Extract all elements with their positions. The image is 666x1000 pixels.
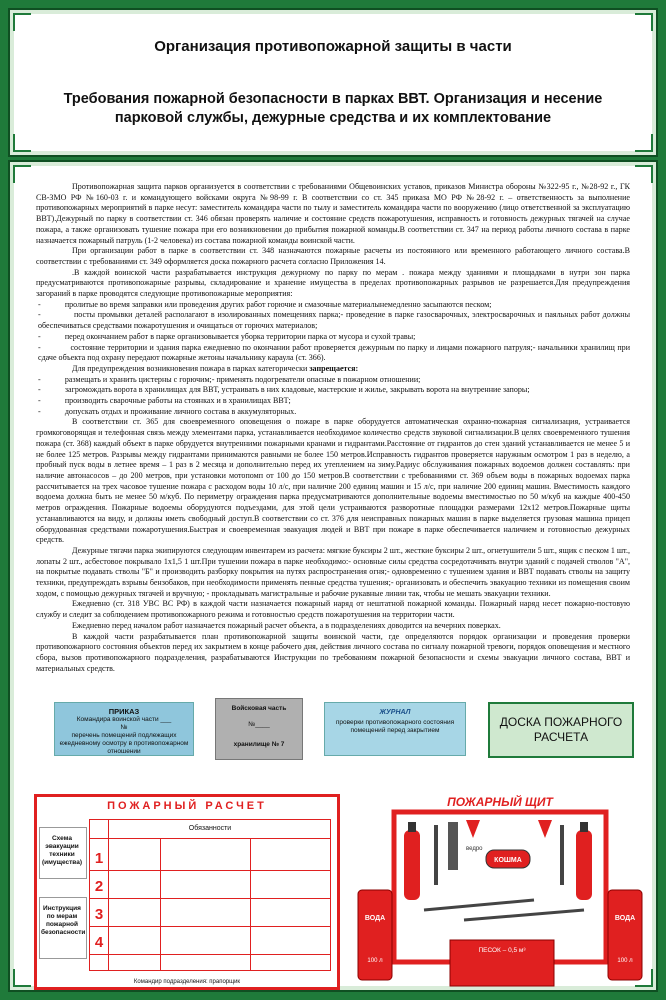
- bucket-label: ведро: [466, 846, 483, 852]
- frame-corner: [13, 165, 31, 183]
- paragraph: В соответствии ст. 365 для своевременного оповещения о пожаре в парке оборудуется автоматическая охранно-пожарная сигнализация, устраивается громкоговорящая и телефонная связь между элементами парка, устанавливается необходимое количество средств звуковой сигнализации.В целях своевременного тушения пожара (ст. 368) каждый объект в парке обрудуется внутренними пожарными кранами и гидрантами.Расстояние от гидрантов до стен зданий устанавливается не менее 5 и не более 125 метров. Разрывы между гидрантами принимаются равными не более 150 метров.Исправность гидрантов проверяется наружным осмотром 1 раз в неделю, а пробный пуск воды в летнее время – 1 раз в 2 месяца и дополнительно перед их утеплением на зиму.Радиус обслуживания пожарных водоемов должен составлять: при наличие автонасосов – до 200 метров, при установки мотопомп от 100 до 150 метров.В соответствии с требованиями ст. 369 объем воды в пожарных водоемах парка рассчитывается на трех часовое тушение пожара с расходом воды 10 л/с, при наличие 200 единиц машин и 15 л/с, при наличие 200 единиц машин. Вместимость каждого водоема должна быть не менее 50 м/куб. По периметру ограждения парка предусматриваются дополнительные водоемы вместимостью по 50 м/куб на каждые 400-450 метров ограждения. Пожарные водоемы оборудуются подъездами, для этой цели устраиваются разворотные площадки размерами 12х12 метров.Пожарные щиты устанавливаются на виду, и должны иметь свободный доступ.В соответствии со ст. 376 для неисправных пожарных машин в парке выделяется грузовая машина прицеп оборудованная средствами пожаротушения.Быстрая и своевременная эвакуация людей и ВВТ при пожаре в парке обеспечивается наличием и готовностью дежурных средств.: [36, 417, 630, 545]
- row-number: 3: [94, 906, 104, 923]
- blanket-label: КОШМА: [494, 857, 522, 864]
- page-subtitle: Требования пожарной безопасности в парках ВВТ. Организация и несение парковой службы, дежурные средства и их комплектование: [63, 91, 603, 126]
- frame-corner: [635, 134, 653, 152]
- row-number: 2: [94, 878, 104, 895]
- paragraph: Ежедневно перед началом работ назначается пожарный расчет объекта, а в подразделениях доводится на вечерних поверках.: [72, 620, 501, 630]
- calc-grid: [89, 819, 331, 971]
- instruction-frame: [39, 897, 87, 959]
- crowbar-icon: [434, 825, 438, 885]
- frame-corner: [13, 134, 31, 152]
- journal-title: ЖУРНАЛ: [379, 709, 411, 716]
- paragraph: Дежурные тягачи парка экипируются следующим инвентарем из расчета: мягкие буксиры 2 шт., жесткие буксиры 2 шт., огнетушители 5 шт., ящик с песком 1 шт., лопаты 2 шт., асбестовое покрывало 1х1,5 1 шт.При тушении пожара в парке необходимо:- основные силы средства сосредотачивать внутри зданий с подачей стволов "А", на покрытые подавать стволы "Б" и производить разборку покрытия на путях распространения огня;- одновременно с тушением здания и ВВТ подавать стволы на защиту техники, предупреждать взрывы бензобаков, при необходимости применять пенные средства тушения;- организовать и обеспечить эвакуацию техники из помещения своим ходом, с помощью дежурных тягачей и вручную; - прокладывать магистральные и рабочие рукавные линии так, чтобы не мешать эвакуации техники.: [36, 545, 630, 598]
- water-barrel-icon: [358, 890, 392, 980]
- sand-label: ПЕСОК – 0,5 м³: [478, 947, 526, 954]
- shield-title: ПОЖАРНЫЙ ЩИТ: [447, 795, 553, 809]
- extinguisher-icon: [404, 830, 420, 900]
- water-label: ВОДА: [364, 915, 386, 922]
- calc-title: ПОЖАРНЫЙ РАСЧЕТ: [107, 800, 267, 812]
- list-item: - размещать и хранить цистерны с горючим;- применять подогреватели опасные в пожарном отношении;: [38, 374, 421, 384]
- title-panel: [8, 8, 658, 157]
- journal-document: [324, 702, 466, 756]
- row-number: 4: [94, 934, 104, 951]
- body-text: [36, 182, 630, 674]
- grid-line: [90, 926, 330, 927]
- paragraph: Для предупреждения возникновения пожара в парках категорически запрещается:: [72, 363, 359, 373]
- list-item: - допускать отдых и проживание личного состава в аккумуляторных.: [38, 406, 297, 416]
- paragraph: Противопожарная защита парков организуется в соответствии с требованиями Общевоинских уставов, приказов Министра обороны №322-95 г., №28-92 г., ГК СВ-ЗМО РФ №160-03 г. и командующего войсками округа №98-99 г. В соответствии со ст. 345 приказа МО РФ №28-92 г. – ответственность за выполнение противопожарных мероприятий в парке несут: заместитель командира части по тылу и заместитель командира части по вооружению (лицо ответственной за эксплуатацию ВВТ).Дежурный по парку в соответствии ст. 346 обязан проверять наличие и состояние средств пожаротушения, исправность и готовность дежурных тягачей на случае пожара, а также организовать тушение пожара при его возникновении до прибытия пожарной команды.В соответствии ст. 347 на период работы личного состава в парке назначается пожарный патруль (1-2 человека) из состава пожарной команды воинской части.: [36, 182, 630, 245]
- book-subtitle: хранилище № 7: [233, 741, 285, 748]
- paragraph: .В каждой воинской части разрабатывается инструкция дежурному по парку по мерам . пожара между зданиями и площадками в нутри зон парка предусматриваются противопожарные разрывы, складирование и хранение имущества в пределах противопожарных разрывов не разрешается.Для предупреждения загораний в парке проводятся следующие противопожарные мероприятия:: [36, 267, 630, 299]
- list-item: - производить сварочные работы на стоянках и в хранилищах ВВТ;: [38, 396, 291, 406]
- list-item: - перед окончанием работ в парке организовывается уборка территории парка от мусора и сухой травы;: [38, 331, 416, 341]
- scheme-frame: [39, 827, 87, 879]
- storage-book: [215, 698, 303, 760]
- order-text: перечень помещений подлежащих ежедневному осмотру в противопожарном отношении: [59, 732, 189, 755]
- grid-line: [90, 898, 330, 899]
- paragraph: Ежедневно (ст. 318 УВС ВС РФ) в каждой части назначается пожарный наряд от нештатной пожарной команды. Пожарный наряд несет пожарно-постовую службу и следит за соблюдением противопожарного режима и готовностью средств пожаротушения на территории части.: [36, 599, 630, 620]
- fire-calc-board: [34, 794, 340, 990]
- book-title: Войсковая часть: [231, 705, 287, 712]
- water-volume: 100 л: [617, 958, 633, 964]
- extinguisher-icon: [576, 830, 592, 900]
- order-number: №: [120, 724, 128, 731]
- grid-line: [160, 838, 161, 970]
- fire-shield-illustration: [354, 790, 644, 990]
- paragraph: При организации работ в парке в соответствии ст. 348 назначаются пожарные расчеты из постоянного или временного работающего личного состава.В соответствии с требованиями ст. 349 оформляется доска пожарного расчета согласно Приложения 14.: [36, 246, 630, 266]
- frame-corner: [635, 13, 653, 31]
- water-label: ВОДА: [614, 915, 636, 922]
- list-item: - посты промывки деталей располагают в изолированных помещениях парка;- проведение в парке газосварочных, электросварочных и паяльных работ должны обеспечиваться средствами пожаротушения и очищаться от горючих материалов;: [38, 310, 630, 331]
- frame-corner: [13, 13, 31, 31]
- frame-corner: [13, 969, 31, 987]
- journal-text: проверки противопожарного состояния помещений перед закрытием: [335, 719, 455, 734]
- paragraph: В каждой части разрабатывается план противопожарной защиты воинской части, где определяются порядок организации и проведения проверки противопожарного состояния объектов перед их закрытием в конце рабочего дня, действия личного состава по сигналу пожарной тревоги, порядок оповещения и местного сбора, вызов противопожарного подразделения, разрабатываются Инструкции по требованиям пожарной безопасности и схемы эвакуации личного состава, ВВТ и материальных средств.: [36, 631, 630, 673]
- extinguisher-valve-icon: [580, 822, 588, 832]
- main-panel: [8, 160, 658, 992]
- list-item: - загромождать ворота в хранилищах для ВВТ, устраивать в них кладовые, мастерские и жилье, закрывать ворота на внутренние запоры;: [38, 385, 530, 395]
- grid-line: [90, 870, 330, 871]
- water-volume: 100 л: [367, 958, 383, 964]
- hook-icon: [560, 825, 564, 885]
- list-item: - состояние территории и здания парка ежедневно по окончании работ проверяется дежурным по парку и лицами пожарного патруля;- начальники хранилищ при сдаче объекта под охрану передают пожарные жетоны начальнику караула (ст. 366).: [38, 342, 631, 363]
- extinguisher-valve-icon: [408, 822, 416, 832]
- water-barrel-icon: [608, 890, 642, 980]
- grid-line: [250, 838, 251, 970]
- order-document: [54, 702, 194, 756]
- order-title: ПРИКАЗ: [108, 707, 140, 716]
- evacuation-scheme-label: Схема эвакуации техники (имущества): [42, 835, 82, 866]
- duties-header: Обязанности: [90, 820, 330, 839]
- book-number: №____: [248, 721, 270, 728]
- grid-line: [90, 954, 330, 955]
- order-line: Командира воинской части ___: [76, 716, 172, 723]
- safety-instruction-label: Инструкция по мерам пожарной безопасности: [41, 905, 86, 936]
- list-item: - пролитые во время заправки или проведения других работ горючие и смазочные материалынемедленно засыпаются песком;: [38, 299, 492, 309]
- grid-line: [108, 820, 109, 970]
- calc-footer: Командир подразделения: прапорщик: [133, 979, 241, 985]
- page-title: Организация противопожарной защиты в части: [154, 38, 512, 55]
- row-number: 1: [94, 850, 104, 867]
- axe-icon: [448, 822, 458, 870]
- frame-corner: [635, 165, 653, 183]
- fire-crew-board: ДОСКА ПОЖАРНОГО РАСЧЕТА: [488, 702, 634, 758]
